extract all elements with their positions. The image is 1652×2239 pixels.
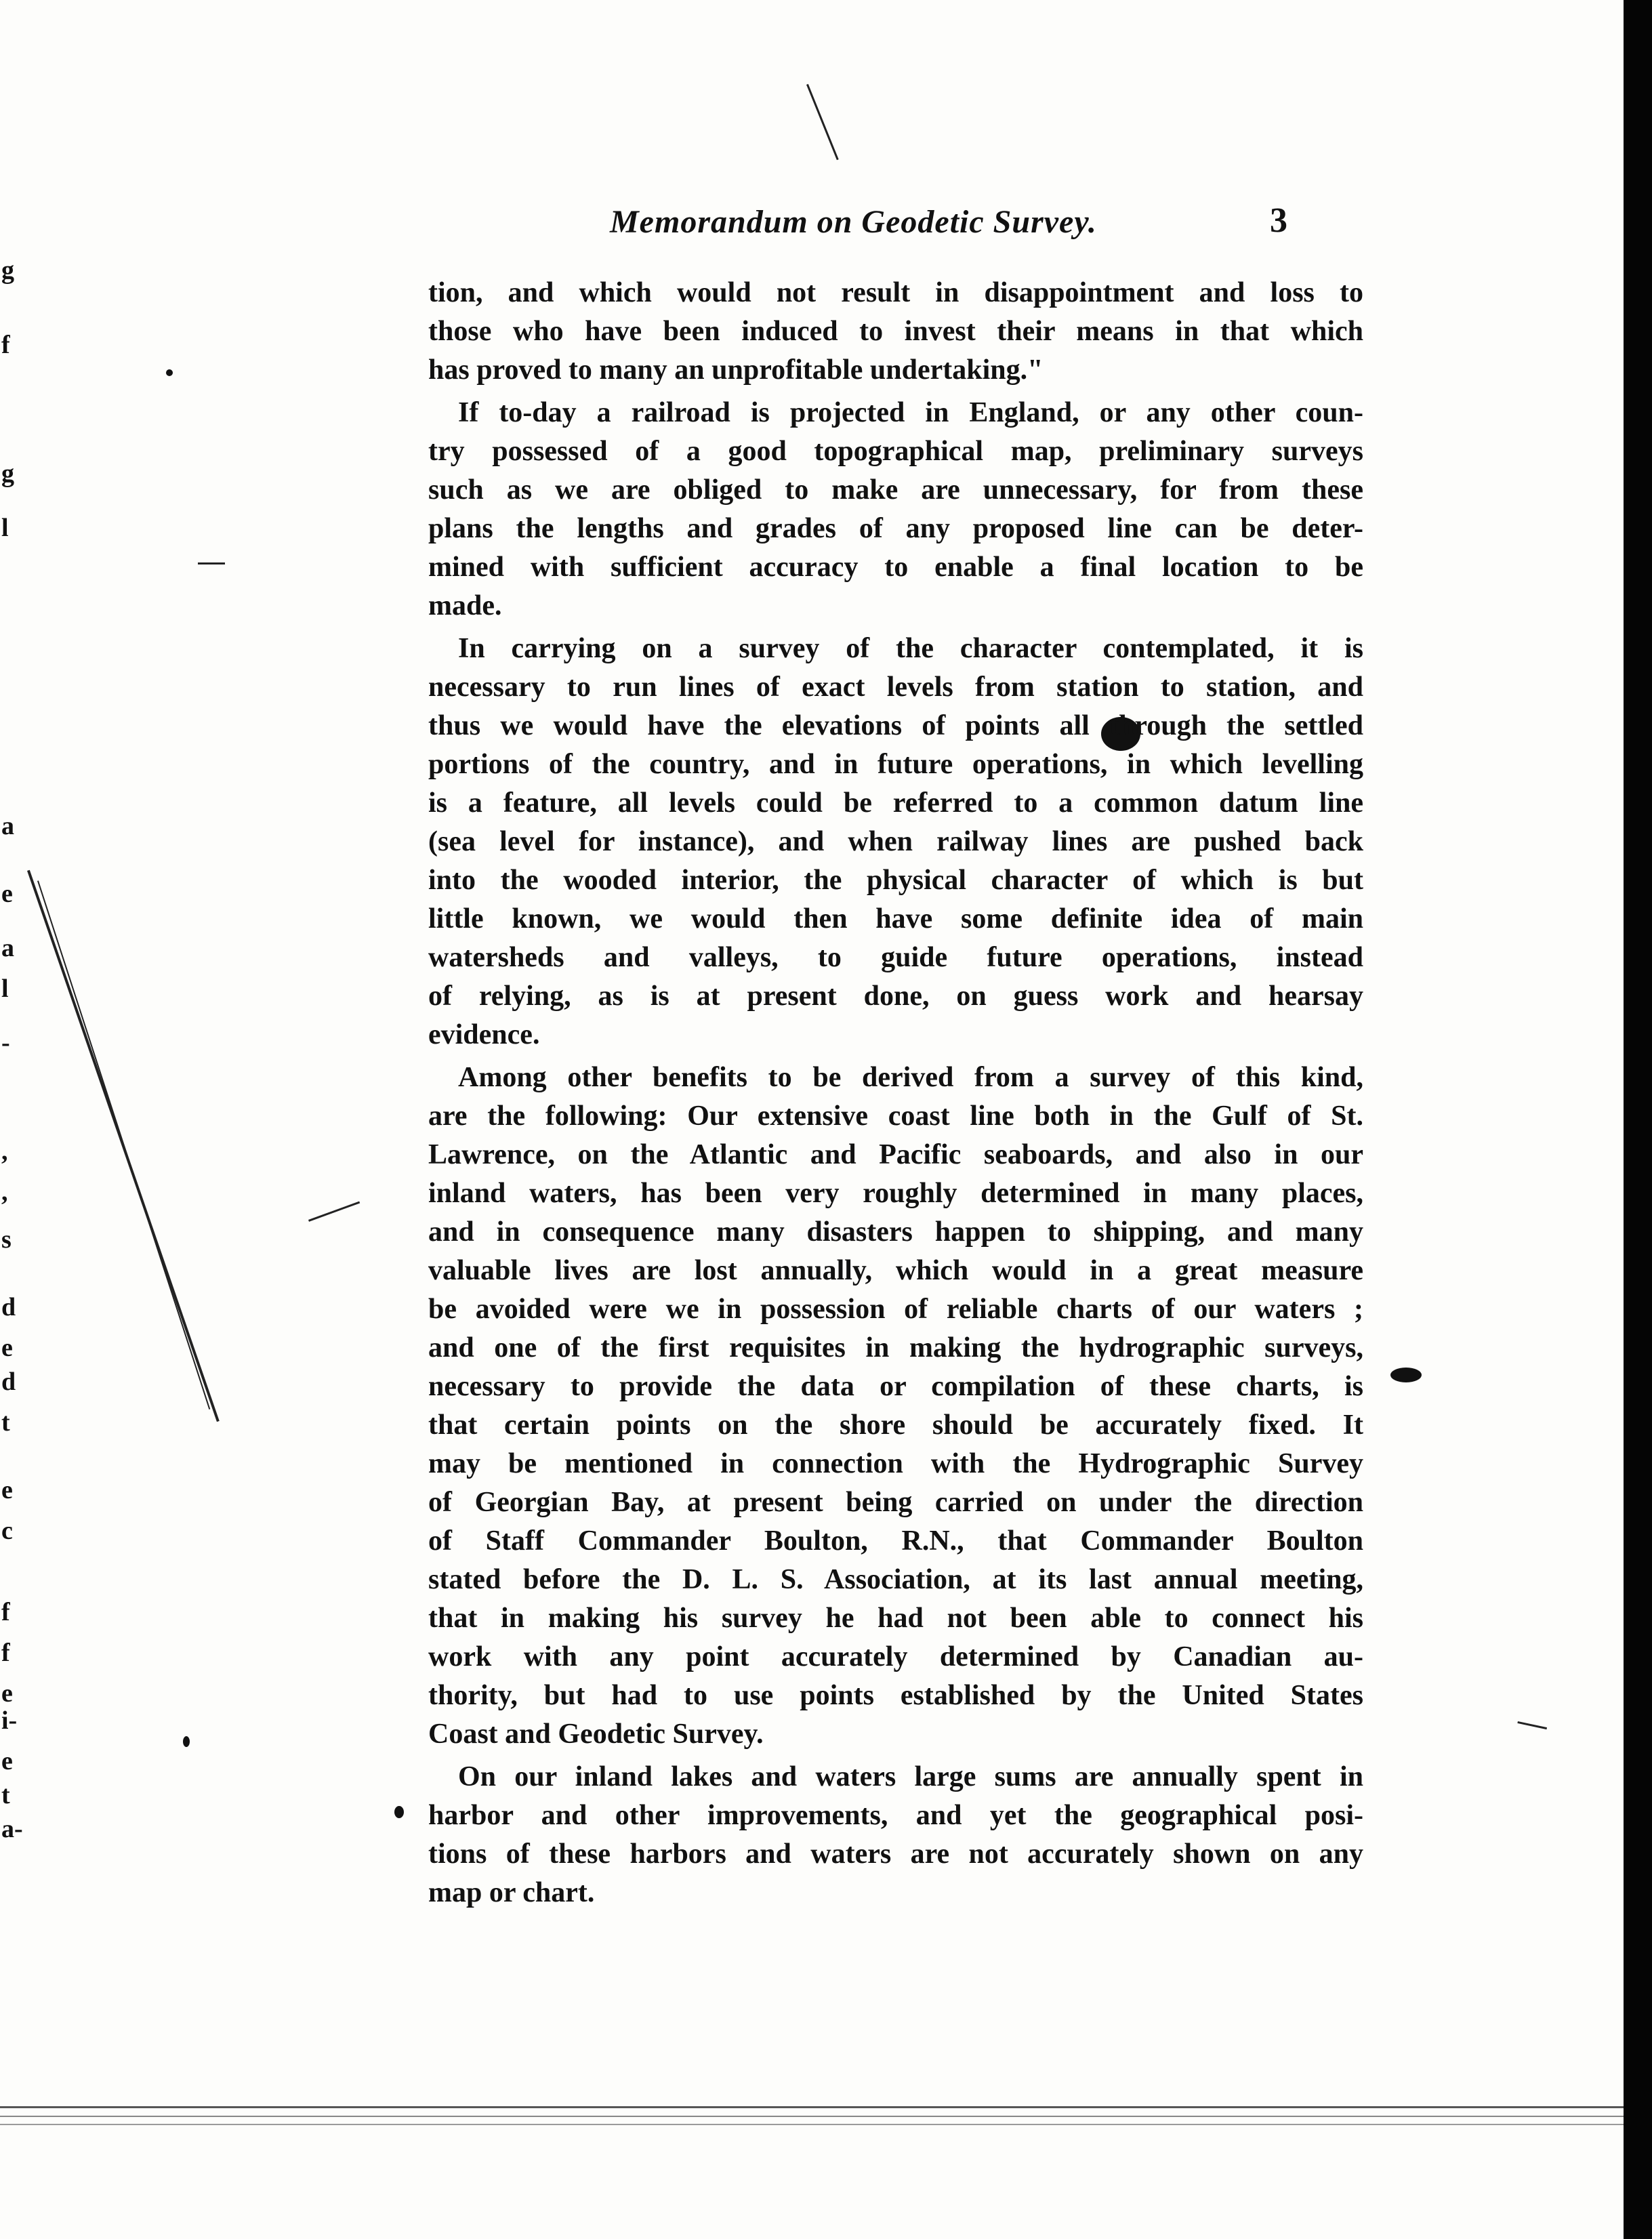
margin-letter: t	[1, 1781, 10, 1809]
scan-scratch	[806, 84, 839, 160]
ink-blot	[183, 1736, 190, 1747]
text-line: valuable lives are lost annually, which would in a great measure	[428, 1255, 1363, 1286]
margin-letter: a	[1, 934, 14, 962]
text-line: stated before the D. L. S. Association, at its last annual meeting,	[428, 1564, 1363, 1595]
text-line: tion, and which would not result in disappointment and loss to	[428, 277, 1363, 308]
text-line: that certain points on the shore should be accurately fixed. It	[428, 1410, 1363, 1441]
margin-letter: s	[1, 1225, 12, 1254]
text-line: portions of the country, and in future operations, in which levelling	[428, 749, 1363, 780]
text-line: map or chart.	[428, 1877, 595, 1908]
bottom-rule	[0, 2106, 1624, 2108]
margin-letter: -	[1, 1029, 10, 1057]
margin-letter: ,	[1, 1137, 8, 1166]
scan-scratch	[1517, 1721, 1547, 1729]
text-line: evidence.	[428, 1019, 540, 1050]
text-line: In carrying on a survey of the character contemplated, it is	[458, 633, 1363, 664]
text-line: plans the lengths and grades of any proposed line can be deter-	[428, 513, 1363, 544]
margin-letter: a	[1, 812, 14, 840]
body-text	[428, 274, 1363, 1912]
margin-letter: e	[1, 1747, 13, 1775]
paragraph	[428, 630, 1363, 1054]
text-line: and one of the first requisites in making the hydrographic surveys,	[428, 1332, 1363, 1363]
margin-letter: f	[1, 331, 10, 359]
ink-blot	[166, 369, 173, 376]
text-line: inland waters, has been very roughly determined in many places,	[428, 1178, 1363, 1209]
text-line: of Georgian Bay, at present being carried on under the direction	[428, 1487, 1363, 1518]
page-number: 3	[1270, 201, 1287, 240]
scan-scratch	[308, 1201, 360, 1222]
margin-letter: e	[1, 880, 13, 908]
text-line: little known, we would then have some definite idea of main	[428, 903, 1363, 934]
margin-letter: c	[1, 1517, 13, 1545]
scan-scratch	[198, 562, 225, 564]
text-line: harbor and other improvements, and yet the geographical posi-	[428, 1800, 1363, 1831]
ink-blot	[394, 1806, 404, 1818]
margin-letter: f	[1, 1639, 10, 1667]
text-line: may be mentioned in connection with the Hydrographic Survey	[428, 1448, 1363, 1479]
text-line: tions of these harbors and waters are not accurately shown on any	[428, 1839, 1363, 1870]
text-line: necessary to provide the data or compilation of these charts, is	[428, 1371, 1363, 1402]
margin-letter: t	[1, 1408, 10, 1437]
ink-blot	[1390, 1368, 1422, 1382]
margin-letter: f	[1, 1598, 10, 1626]
margin-letter: l	[1, 974, 9, 1003]
text-line: thus we would have the elevations of points all through the settled	[428, 710, 1363, 741]
text-line: work with any point accurately determined by Canadian au-	[428, 1641, 1363, 1672]
text-line: try possessed of a good topographical map, preliminary surveys	[428, 436, 1363, 467]
margin-letter: e	[1, 1476, 13, 1504]
bottom-rule	[0, 2116, 1624, 2117]
running-title: Memorandum on Geodetic Survey.	[610, 204, 1097, 240]
text-line: such as we are obliged to make are unnecessary, for from these	[428, 474, 1363, 506]
text-line: made.	[428, 590, 502, 621]
text-line: watersheds and valleys, to guide future operations, instead	[428, 942, 1363, 973]
text-line: of Staff Commander Boulton, R.N., that Commander Boulton	[428, 1525, 1363, 1557]
paragraph	[428, 1758, 1363, 1912]
text-line: Coast and Geodetic Survey.	[428, 1719, 764, 1750]
text-line: has proved to many an unprofitable undertaking."	[428, 354, 1044, 386]
text-line: those who have been induced to invest their means in that which	[428, 316, 1363, 347]
scan-scratch	[37, 880, 210, 1409]
paragraph	[428, 1059, 1363, 1754]
text-line: into the wooded interior, the physical character of which is but	[428, 865, 1363, 896]
text-line: of relying, as is at present done, on guess work and hearsay	[428, 981, 1363, 1012]
text-line: is a feature, all levels could be referred to a common datum line	[428, 787, 1363, 819]
bottom-rule	[0, 2124, 1624, 2125]
margin-letter: g	[1, 459, 14, 488]
margin-letter: ,	[1, 1178, 8, 1206]
text-line: If to-day a railroad is projected in England, or any other coun-	[458, 397, 1363, 428]
margin-letter: a-	[1, 1815, 23, 1843]
text-line: On our inland lakes and waters large sums are annually spent in	[458, 1761, 1363, 1792]
text-line: (sea level for instance), and when railway lines are pushed back	[428, 826, 1363, 857]
margin-letter: d	[1, 1368, 16, 1396]
paragraph	[428, 274, 1363, 390]
text-line: and in consequence many disasters happen to shipping, and many	[428, 1216, 1363, 1248]
text-line: Among other benefits to be derived from a survey of this kind,	[458, 1062, 1363, 1093]
text-line: mined with sufficient accuracy to enable a final location to be	[428, 552, 1363, 583]
margin-letter: e	[1, 1679, 13, 1708]
scan-border	[1624, 0, 1652, 2239]
margin-letter: d	[1, 1293, 16, 1321]
text-line: be avoided were we in possession of reliable charts of our waters ;	[428, 1294, 1363, 1325]
margin-letter: i-	[1, 1706, 18, 1735]
text-line: are the following: Our extensive coast line both in the Gulf of St.	[428, 1101, 1363, 1132]
margin-letter: g	[1, 256, 14, 285]
paragraph	[428, 394, 1363, 625]
text-line: thority, but had to use points established by the United States	[428, 1680, 1363, 1711]
text-line: Lawrence, on the Atlantic and Pacific seaboards, and also in our	[428, 1139, 1363, 1170]
text-line: that in making his survey he had not been able to connect his	[428, 1603, 1363, 1634]
text-line: necessary to run lines of exact levels from station to station, and	[428, 672, 1363, 703]
running-head	[610, 203, 1369, 251]
margin-letter: l	[1, 514, 9, 542]
margin-letter: e	[1, 1334, 13, 1362]
